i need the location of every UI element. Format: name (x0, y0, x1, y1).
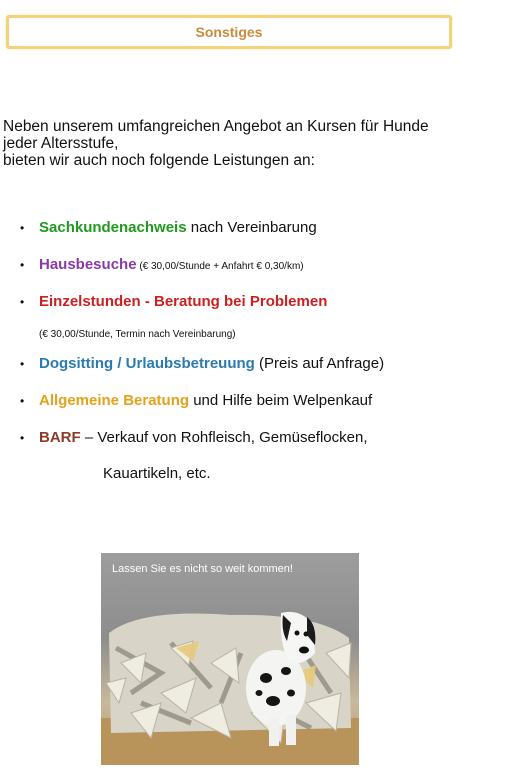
page-title: Sonstiges (195, 24, 263, 40)
intro-line-2: jeder Altersstufe, (3, 135, 119, 152)
service-detail: nach Vereinbarung (186, 219, 317, 236)
bullet-icon: • (20, 295, 25, 309)
bullet-icon: • (20, 394, 25, 408)
intro-text (3, 118, 473, 169)
service-highlight: Allgemeine Beratung (39, 392, 190, 409)
service-highlight: BARF (39, 429, 81, 446)
intro-line-1: Neben unserem umfangreichen Angebot an Kursen für Hunde (3, 118, 429, 135)
bullet-icon: • (20, 258, 25, 272)
dog-on-torn-sofa-illustration (101, 553, 359, 765)
section-title-box (6, 15, 452, 49)
service-highlight: Einzelstunden - Beratung bei Problemen (39, 293, 328, 310)
service-continuation: Kauartikeln, etc. (103, 465, 211, 482)
service-highlight: Dogsitting / Urlaubsbetreuung (39, 355, 255, 372)
service-highlight: Sachkundenachweis (39, 219, 187, 236)
dog-photo (101, 553, 359, 765)
service-detail: – Verkauf von Rohfleisch, Gemüseflocken, (80, 429, 368, 446)
service-detail: (Preis auf Anfrage) (254, 355, 385, 372)
service-detail: und Hilfe beim Welpenkauf (189, 392, 373, 409)
intro-line-3: bieten wir auch noch folgende Leistungen an: (3, 152, 315, 169)
bullet-icon: • (20, 221, 25, 235)
service-detail: (€ 30,00/Stunde + Anfahrt € 0,30/km) (136, 261, 304, 272)
service-note: (€ 30,00/Stunde, Termin nach Vereinbarung) (39, 329, 236, 340)
bullet-icon: • (20, 357, 25, 371)
photo-caption: Lassen Sie es nicht so weit kommen! (112, 563, 293, 575)
service-highlight: Hausbesuche (39, 256, 137, 273)
bullet-icon: • (20, 431, 25, 445)
